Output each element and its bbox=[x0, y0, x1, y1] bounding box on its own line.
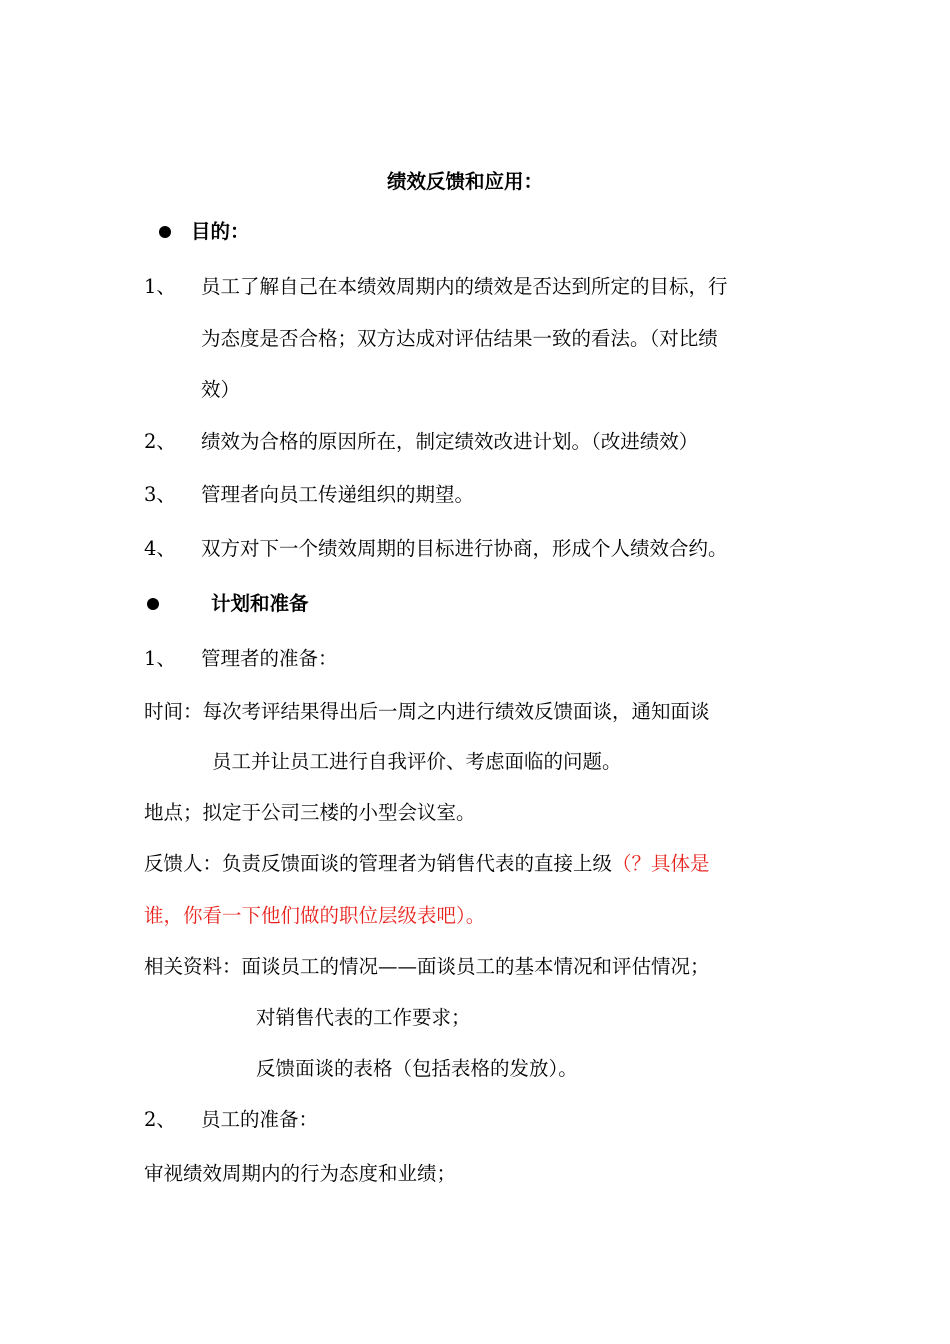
place-line: 地点；拟定于公司三楼的小型会议室。 bbox=[144, 801, 476, 824]
bullet-icon bbox=[159, 226, 171, 238]
time-line: 时间：每次考评结果得出后一周之内进行绩效反馈面谈，通知面谈 bbox=[144, 700, 710, 723]
feedback-person-text: 反馈人：负责反馈面谈的管理者为销售代表的直接上级 bbox=[144, 852, 613, 875]
item-text: 管理者向员工传递组织的期望。 bbox=[201, 483, 475, 506]
item-text: 效） bbox=[201, 378, 241, 401]
section-heading-plan: 计划和准备 bbox=[211, 592, 309, 615]
section-heading-purpose: 目的： bbox=[191, 220, 250, 243]
materials-line: 反馈面谈的表格（包括表格的发放）。 bbox=[256, 1057, 578, 1080]
bullet-icon bbox=[147, 598, 159, 610]
item-number: 1、 bbox=[144, 275, 176, 298]
item-number: 2、 bbox=[144, 1108, 176, 1131]
editor-note: 谁，你看一下他们做的职位层级表吧）。 bbox=[144, 904, 486, 927]
materials-line: 相关资料：面谈员工的情况——面谈员工的基本情况和评估情况； bbox=[144, 955, 710, 978]
item-text: 管理者的准备： bbox=[201, 647, 338, 670]
item-text: 为态度是否合格；双方达成对评估结果一致的看法。（对比绩 bbox=[201, 327, 718, 350]
employee-prep-line: 审视绩效周期内的行为态度和业绩； bbox=[144, 1162, 457, 1185]
time-line: 员工并让员工进行自我评价、考虑面临的问题。 bbox=[212, 750, 622, 773]
item-number: 3、 bbox=[144, 483, 176, 506]
page-title: 绩效反馈和应用： bbox=[387, 170, 544, 193]
item-text: 绩效为合格的原因所在，制定绩效改进计划。（改进绩效） bbox=[201, 430, 699, 453]
item-text: 双方对下一个绩效周期的目标进行协商，形成个人绩效合约。 bbox=[201, 537, 728, 560]
feedback-person-line bbox=[144, 851, 710, 877]
item-text: 员工了解自己在本绩效周期内的绩效是否达到所定的目标，行 bbox=[201, 275, 728, 298]
item-number: 4、 bbox=[144, 537, 176, 560]
editor-note: （？具体是 bbox=[612, 852, 710, 875]
item-number: 2、 bbox=[144, 430, 176, 453]
item-text: 员工的准备： bbox=[201, 1108, 319, 1131]
materials-line: 对销售代表的工作要求； bbox=[256, 1006, 471, 1029]
item-number: 1、 bbox=[144, 647, 176, 670]
